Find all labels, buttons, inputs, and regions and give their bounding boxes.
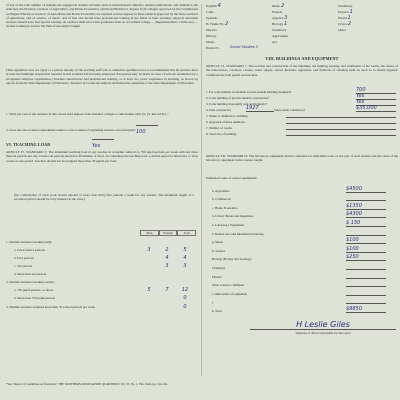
item-value <box>286 135 396 136</box>
equipment-value <box>346 303 386 304</box>
q1-answer-field <box>136 120 158 135</box>
column-divider <box>201 4 202 376</box>
load-table-headers <box>140 230 196 236</box>
subject-item: Chemistry <box>338 4 353 8</box>
item-label: 8. Total size of building <box>206 132 237 136</box>
item-value: Yes <box>356 93 396 100</box>
equipment-label: h. Science <box>212 248 226 253</box>
list-item <box>206 124 398 130</box>
equipment-label: k. Total <box>212 308 222 313</box>
equipment-value <box>346 286 386 287</box>
equipment-label: c. Home Economics <box>212 205 238 210</box>
subject-item: World 1 <box>338 15 351 21</box>
signature-block <box>250 320 396 335</box>
cell-total: 0 <box>183 295 187 301</box>
equipment-label: b. Commercial <box>212 197 231 202</box>
cell-men: 3 <box>147 247 151 253</box>
list-item <box>206 118 398 124</box>
table-row <box>6 246 198 254</box>
subject-item: Music <box>206 40 215 44</box>
subject-item: Latin <box>206 10 214 14</box>
table-row <box>6 238 198 246</box>
cell-women: 2 <box>165 247 169 253</box>
table-row <box>6 302 198 312</box>
teaching-load-table <box>6 230 198 320</box>
list-item <box>206 236 398 245</box>
equipment-value: $4300 <box>346 211 386 218</box>
list-item <box>206 130 398 136</box>
cell-total: 12 <box>181 287 189 293</box>
equipment-value: $100 <box>346 246 386 253</box>
item-label: Value when constructed <box>274 108 305 112</box>
load-table-rows <box>6 238 198 312</box>
row-label: a. 750 pupil-periods, or fewer <box>14 288 54 292</box>
table-row <box>6 294 198 302</box>
cell-men: 5 <box>147 287 151 293</box>
question-2: 2. Does the school meet requirements relative to the training of beginning teachers and principals? <box>6 128 136 132</box>
list-item <box>206 106 398 112</box>
subject-item: H. Home Ec. 2 <box>206 21 229 27</box>
question-1: 1. What per cent of the teachers in this school hold degrees from standard colleges or universities with Jrs. (V, Record R.) ? <box>6 112 169 116</box>
row-label: b. More than 750 pupil-periods <box>14 296 56 300</box>
social-studies-entry: Social Studies 3 <box>230 45 258 49</box>
cell-total: 4 <box>183 255 187 261</box>
table-row <box>6 254 198 262</box>
item-label: 6. Appraisal of these additions <box>206 120 245 124</box>
cell-total: 3 <box>183 263 187 269</box>
subject-item: Chemistry <box>272 28 287 32</box>
table-row <box>6 286 198 294</box>
left-second-paragraph: (This regulation does not apply to a person already on the teaching staff who is otherwise qualified, but it is recommended that all teachers have at least the minimum preparation required in this standard before being employed. Exceptions may be made in cases of schools established by a recognized religious organization.) Teachers should have had professional training, or at least two years' experience in teaching, as shown by reports from the State Department of Education. Teachers in vocational subjects shall meet the standards of the State Department of Education. <box>6 68 198 85</box>
equipment-value: $100 <box>346 237 386 244</box>
row-label: 3. Number teachers assigned more than 35 school periods per week <box>6 305 95 309</box>
item-value: 1927 <box>246 105 274 112</box>
subject-item: French <box>272 10 282 14</box>
footnote: *See "Report of Committee on Standards," THE SOUTHERN ASSOCIATION QUARTERLY, Vol. VI, No. 1, Feb. 1942, pp. 124-134. <box>6 382 168 386</box>
subject-item: English 4 <box>206 3 221 9</box>
subject-item: Spanish <box>206 16 218 20</box>
item-value <box>286 117 396 118</box>
subject-item: Agriculture <box>272 34 289 38</box>
row-label: d. More than six periods <box>14 272 47 276</box>
row-label: 1. Number teachers teaching daily: <box>6 240 53 244</box>
equipment-value <box>346 269 386 270</box>
subject-item: Home Ec. <box>206 46 220 50</box>
subject-grid <box>206 3 398 51</box>
equipment-label: i. Other kinds of equipment <box>212 291 248 296</box>
item-value: 700 <box>356 87 396 94</box>
item-value: $35,000 <box>356 105 396 112</box>
list-item <box>206 227 398 236</box>
item-label: 2. Is the building of proven suitable construction? <box>206 96 270 100</box>
cell-total: 5 <box>183 247 187 253</box>
subject-item: History <box>206 34 217 38</box>
cell-women: 7 <box>165 287 169 293</box>
list-item <box>206 184 398 193</box>
list-item <box>206 270 398 279</box>
list-item <box>206 253 398 262</box>
equipment-value: $ 150 <box>346 220 386 227</box>
list-item <box>206 112 398 118</box>
list-item <box>206 279 398 288</box>
equipment-list <box>206 184 398 313</box>
equipment-value <box>346 235 386 236</box>
subject-item: Physics 1 <box>338 9 353 15</box>
list-item <box>206 193 398 202</box>
item-label: 4. Date constructed <box>206 108 231 112</box>
item-label: 7. Number of rooms <box>206 126 232 130</box>
subject-item: Math. 2 <box>272 3 285 9</box>
equipment-value <box>346 200 386 201</box>
subject-item: Civics 2 <box>338 21 352 27</box>
signature-caption: Signature of officer responsible for this report <box>295 331 351 335</box>
equipment-value: $4500 <box>346 186 386 193</box>
row-label: 2. Number teachers teaching weekly: <box>6 280 55 284</box>
article-7: ARTICLE VII, STANDARD 8. The laboratory equipment shall be adequate for individual work on the part of each student and the value of the laboratory equipment in the courses taught. <box>206 154 398 163</box>
item-value <box>286 123 396 124</box>
signature: H Leslie Giles <box>250 320 396 330</box>
article-6: ARTICLE VI, STANDARD 7. The location and construction of the buildings, the lighting, heating, and ventilation of the rooms, the nature of the laboratories, corridors, closets, water supply, school furniture, apparatus, and methods of cleaning shall be such as to insure hygienic conditions for both pupils and teachers. <box>206 64 398 77</box>
equipment-label: Chemistry <box>212 265 226 270</box>
list-item <box>206 296 398 305</box>
equipment-label: Physics <box>212 274 222 279</box>
equipment-label: e. Laboratory Equipment <box>212 222 244 227</box>
list-item <box>206 210 398 219</box>
subject-item: Algebra 3 <box>272 15 288 21</box>
subject-item: Biology 1 <box>272 21 288 27</box>
cell-women: 3 <box>165 263 169 269</box>
subject-item: Art <box>272 40 277 44</box>
q1-answer: 100 <box>136 129 146 135</box>
equipment-label: Biology (Botany and Zoology) <box>212 257 252 262</box>
buildings-title: VIII. BUILDINGS AND EQUIPMENT <box>265 56 339 61</box>
list-item <box>206 287 398 296</box>
equipment-value: $250 <box>346 254 386 261</box>
cell-total: 0 <box>183 304 187 310</box>
equipment-label: d. Library Books and magazines <box>212 214 254 219</box>
equipment-value: $9850 <box>346 306 386 313</box>
equipment-value <box>346 278 386 279</box>
row-label: a. Fewer than 4 periods <box>14 248 45 252</box>
item-value <box>286 129 396 130</box>
equipment-value: $1350 <box>346 203 386 210</box>
teaching-load-title: VI. TEACHING LOAD <box>6 142 51 147</box>
item-label: 1. For what number of students was the present building designed? <box>206 90 292 94</box>
header-men: Men <box>140 230 159 236</box>
equipment-label: Other sciences combined <box>212 283 245 288</box>
list-item <box>206 218 398 227</box>
table-row <box>6 262 198 270</box>
item-label: 3. Is the building thoroughly safe and hygienic? <box>206 102 267 106</box>
table-row <box>6 278 198 286</box>
cell-women: 4 <box>165 255 169 261</box>
equipment-label: j. <box>212 300 214 305</box>
equipment-label: g. Music <box>212 240 224 245</box>
row-label: c. Six periods <box>14 264 33 268</box>
equipment-label: f. Manual Arts and Mechanical Drawing <box>212 231 264 236</box>
buildings-questions <box>206 88 398 136</box>
item-label: 5. Name of additions to building <box>206 114 248 118</box>
q2-answer-field <box>92 134 114 149</box>
left-top-paragraph: of any of the total number of students are engaged in student activities such as interscholastic athletics, student publications, and dramatics; the principal, the librarian, teachers of Agriculture, and Home Economics, shall hold Bachelor's degrees from colleges approved by the Commission on Higher Education; teachers of Agriculture and Home Economics are required to have degrees in these subjects approved by the State; teachers of agriculture, and of science, of music, and of fine arts should have professional training in the fields of their teaching; physical education teachers should have had special training; all teachers shall have been graduated from an accredited college ... (Superintendent's Certificate). ... teacher training in and for the field of the subject taught. <box>6 3 198 29</box>
list-item <box>206 244 398 253</box>
equipment-label: a. Agriculture <box>212 188 230 193</box>
header-women: Women <box>159 230 178 236</box>
subject-item: Other <box>338 28 346 32</box>
equipment-title: Estimated value of school equipment: <box>206 176 258 180</box>
subject-item: Physics <box>206 28 217 32</box>
list-item <box>206 201 398 210</box>
list-item <box>206 304 398 313</box>
item-value: Yes <box>356 99 396 106</box>
row-label: b. Five periods <box>14 256 34 260</box>
header-total: Total <box>177 230 196 236</box>
table-row <box>6 270 198 278</box>
list-item <box>206 261 398 270</box>
equipment-value <box>346 295 386 296</box>
q2-answer: Yes <box>92 143 101 149</box>
load-note: (No combination of such work should amount to more than thirty-five periods a week for any teacher. The minimum length of a recitation period should be forty minutes in the clear.) <box>14 193 194 202</box>
article-4: ARTICLE IV, STANDARD V. The maximum teaching load of any teacher in academic subjects is 750 pupil-periods per week with not more than six periods per day. Classroom periods should be 40 minutes or more. In computing the teaching load, a double period in laboratory or shop counts as one period. Teachers should not be assigned more than 30 pupils per class. <box>6 150 198 163</box>
